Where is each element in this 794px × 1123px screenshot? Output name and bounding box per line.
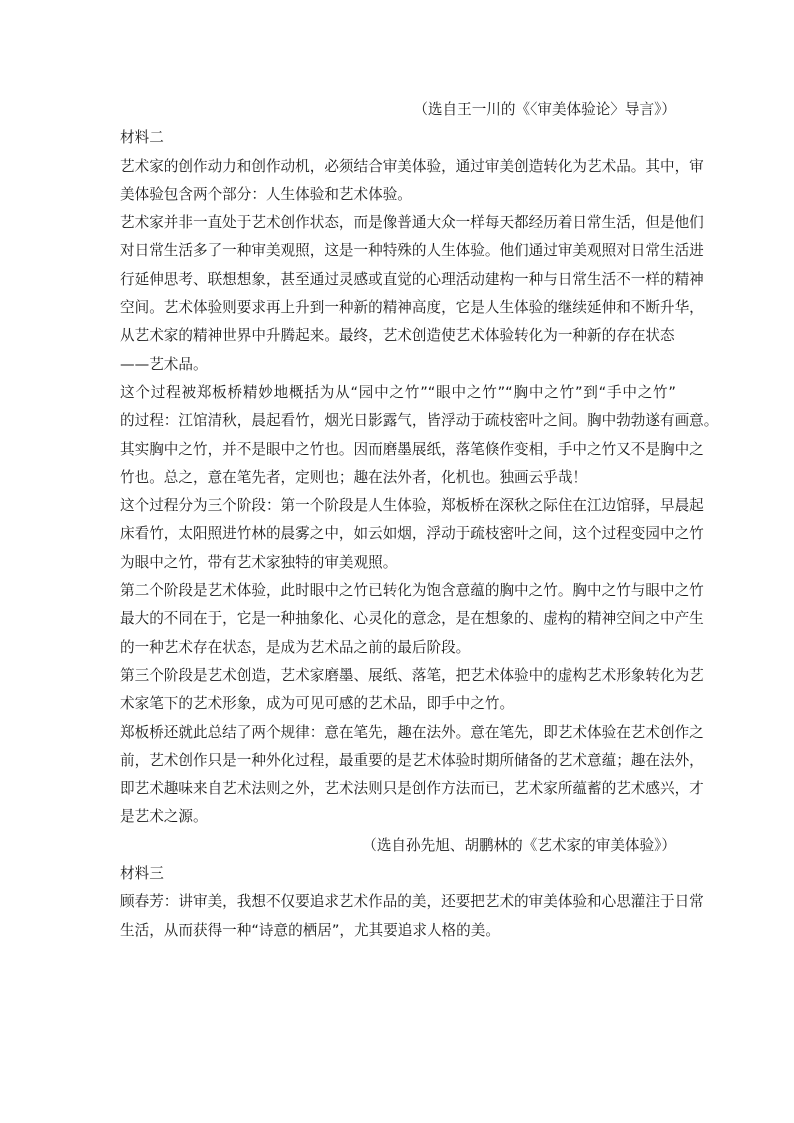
- paragraph-line: 即艺术趣味来自艺术法则之外，艺术法则只是创作方法而已，艺术家所蕴蓄的艺术感兴，才: [120, 780, 704, 798]
- document-page: [120, 96, 719, 945]
- paragraph-line: 其实胸中之竹，并不是眼中之竹也。因而磨墨展纸，落笔倏作变相，手中之竹又不是胸中之: [120, 440, 704, 458]
- source-citation-1: （选自王一川的《〈审美体验论〉导言》）: [413, 101, 676, 118]
- paragraph-line: 是艺术之源。: [120, 808, 208, 826]
- section-heading-material-3: 材料三: [120, 865, 164, 883]
- paragraph-line: 美体验包含两个部分：人生体验和艺术体验。: [120, 185, 412, 203]
- paragraph-line: 床看竹，太阳照进竹林的晨雾之中，如云如烟，浮动于疏枝密叶之间，这个过程变园中之竹: [120, 525, 704, 543]
- paragraph-line: 艺术家的创作动力和创作动机，必须结合审美体验，通过审美创造转化为艺术品。其中，审: [120, 157, 704, 175]
- paragraph-line: 对日常生活多了一种审美观照，这是一种特殊的人生体验。他们通过审美观照对日常生活进: [120, 242, 704, 260]
- paragraph-line: 空间。艺术体验则要求再上升到一种新的精神高度，它是人生体验的继续延伸和不断升华，: [120, 299, 704, 317]
- section-heading-material-2: 材料二: [120, 129, 164, 147]
- paragraph-line: 这个过程被郑板桥精妙地概括为从“园中之竹”“眼中之竹”“胸中之竹”到“手中之竹”: [120, 383, 676, 401]
- paragraph-line: 最大的不同在于，它是一种抽象化、心灵化的意念，是在想象的、虚构的精神空间之中产生: [120, 610, 704, 628]
- paragraph-line: 从艺术家的精神世界中升腾起来。最终，艺术创造使艺术体验转化为一种新的存在状态: [120, 327, 675, 345]
- paragraph-line: 前，艺术创作只是一种外化过程，最重要的是艺术体验时期所储备的艺术意蕴；趣在法外，: [120, 751, 704, 769]
- paragraph-line: 的一种艺术存在状态，是成为艺术品之前的最后阶段。: [120, 638, 471, 656]
- paragraph-line: 竹也。总之，意在笔先者，定则也；趣在法外者，化机也。独画云乎哉！: [120, 468, 588, 486]
- paragraph-line: 第二个阶段是艺术体验，此时眼中之竹已转化为饱含意蕴的胸中之竹。胸中之竹与眼中之竹: [120, 582, 704, 600]
- paragraph-line: 顾春芳：讲审美，我想不仅要追求艺术作品的美，还要把艺术的审美体验和心思灌注于日常: [120, 893, 704, 911]
- paragraph-line: 的过程：江馆清秋，晨起看竹，烟光日影露气，皆浮动于疏枝密叶之间。胸中勃勃遂有画意。: [120, 412, 719, 430]
- paragraph-line: 郑板桥还就此总结了两个规律：意在笔先，趣在法外。意在笔先，即艺术体验在艺术创作之: [120, 723, 704, 741]
- paragraph-line: 行延伸思考、联想想象，甚至通过灵感或直觉的心理活动建构一种与日常生活不一样的精神: [120, 270, 704, 288]
- paragraph-line: 这个过程分为三个阶段：第一个阶段是人生体验，郑板桥在深秋之际住在江边馆驿，早晨起: [120, 497, 704, 515]
- paragraph-line: 生活，从而获得一种“诗意的栖居”，尤其要追求人格的美。: [120, 921, 500, 939]
- paragraph-line: 术家笔下的艺术形象，成为可见可感的艺术品，即手中之竹。: [120, 695, 515, 713]
- paragraph-line: ——艺术品。: [120, 355, 208, 373]
- paragraph-line: 为眼中之竹，带有艺术家独特的审美观照。: [120, 553, 398, 571]
- source-citation-2: （选自孙先旭、胡鹏林的《艺术家的审美体验》）: [362, 836, 676, 854]
- paragraph-line: 艺术家并非一直处于艺术创作状态，而是像普通大众一样每天都经历着日常生活，但是他们: [120, 214, 704, 232]
- paragraph-line: 第三个阶段是艺术创造，艺术家磨墨、展纸、落笔，把艺术体验中的虚构艺术形象转化为艺: [120, 666, 704, 684]
